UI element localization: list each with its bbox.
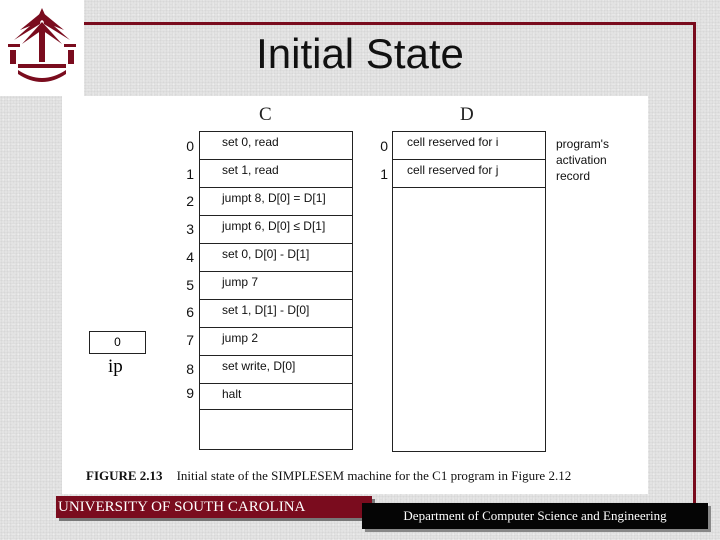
code-index: 4 xyxy=(186,249,194,265)
figure-caption-text: Initial state of the SIMPLESEM machine for the C1 program in Figure 2.12 xyxy=(176,468,572,483)
code-cell: set 1, D[1] - D[0] xyxy=(200,300,352,328)
code-index: 8 xyxy=(186,361,194,377)
code-index: 3 xyxy=(186,221,194,237)
code-cell: jump 7 xyxy=(200,272,352,300)
palmetto-icon xyxy=(0,0,84,96)
code-index: 1 xyxy=(186,166,194,182)
code-cell: jumpt 6, D[0] ≤ D[1] xyxy=(200,216,352,244)
data-memory-heading: D xyxy=(460,104,474,125)
data-cell: cell reserved for i xyxy=(393,132,545,160)
university-footer: UNIVERSITY OF SOUTH CAROLINA xyxy=(56,496,372,518)
simplesem-figure xyxy=(62,96,648,494)
code-index: 9 xyxy=(186,385,194,401)
instruction-pointer-label: ip xyxy=(108,356,123,377)
figure-caption xyxy=(86,468,571,484)
code-cell: halt xyxy=(200,384,352,410)
figure-caption-label: FIGURE 2.13 xyxy=(86,468,163,483)
code-index: 7 xyxy=(186,332,194,348)
code-memory-heading: C xyxy=(259,104,272,125)
department-footer: Department of Computer Science and Engineering xyxy=(362,503,708,529)
data-cell: cell reserved for j xyxy=(393,160,545,188)
code-index: 5 xyxy=(186,277,194,293)
code-memory-column xyxy=(199,131,353,450)
code-cell: jumpt 8, D[0] = D[1] xyxy=(200,188,352,216)
code-cell: jump 2 xyxy=(200,328,352,356)
university-seal-logo xyxy=(0,0,84,96)
code-cell: set 1, read xyxy=(200,160,352,188)
code-index: 2 xyxy=(186,193,194,209)
code-cell: set 0, read xyxy=(200,132,352,160)
code-cell: set 0, D[0] - D[1] xyxy=(200,244,352,272)
frame-right-border xyxy=(693,22,696,506)
code-index: 0 xyxy=(186,138,194,154)
instruction-pointer-box: 0 xyxy=(89,331,146,354)
activation-record-note: program's activation record xyxy=(556,137,609,183)
data-index: 1 xyxy=(380,166,388,182)
code-cell: set write, D[0] xyxy=(200,356,352,384)
data-index: 0 xyxy=(380,138,388,154)
frame-top-border xyxy=(82,22,696,25)
code-index: 6 xyxy=(186,304,194,320)
slide-title: Initial State xyxy=(256,30,464,77)
data-memory-column xyxy=(392,131,546,452)
